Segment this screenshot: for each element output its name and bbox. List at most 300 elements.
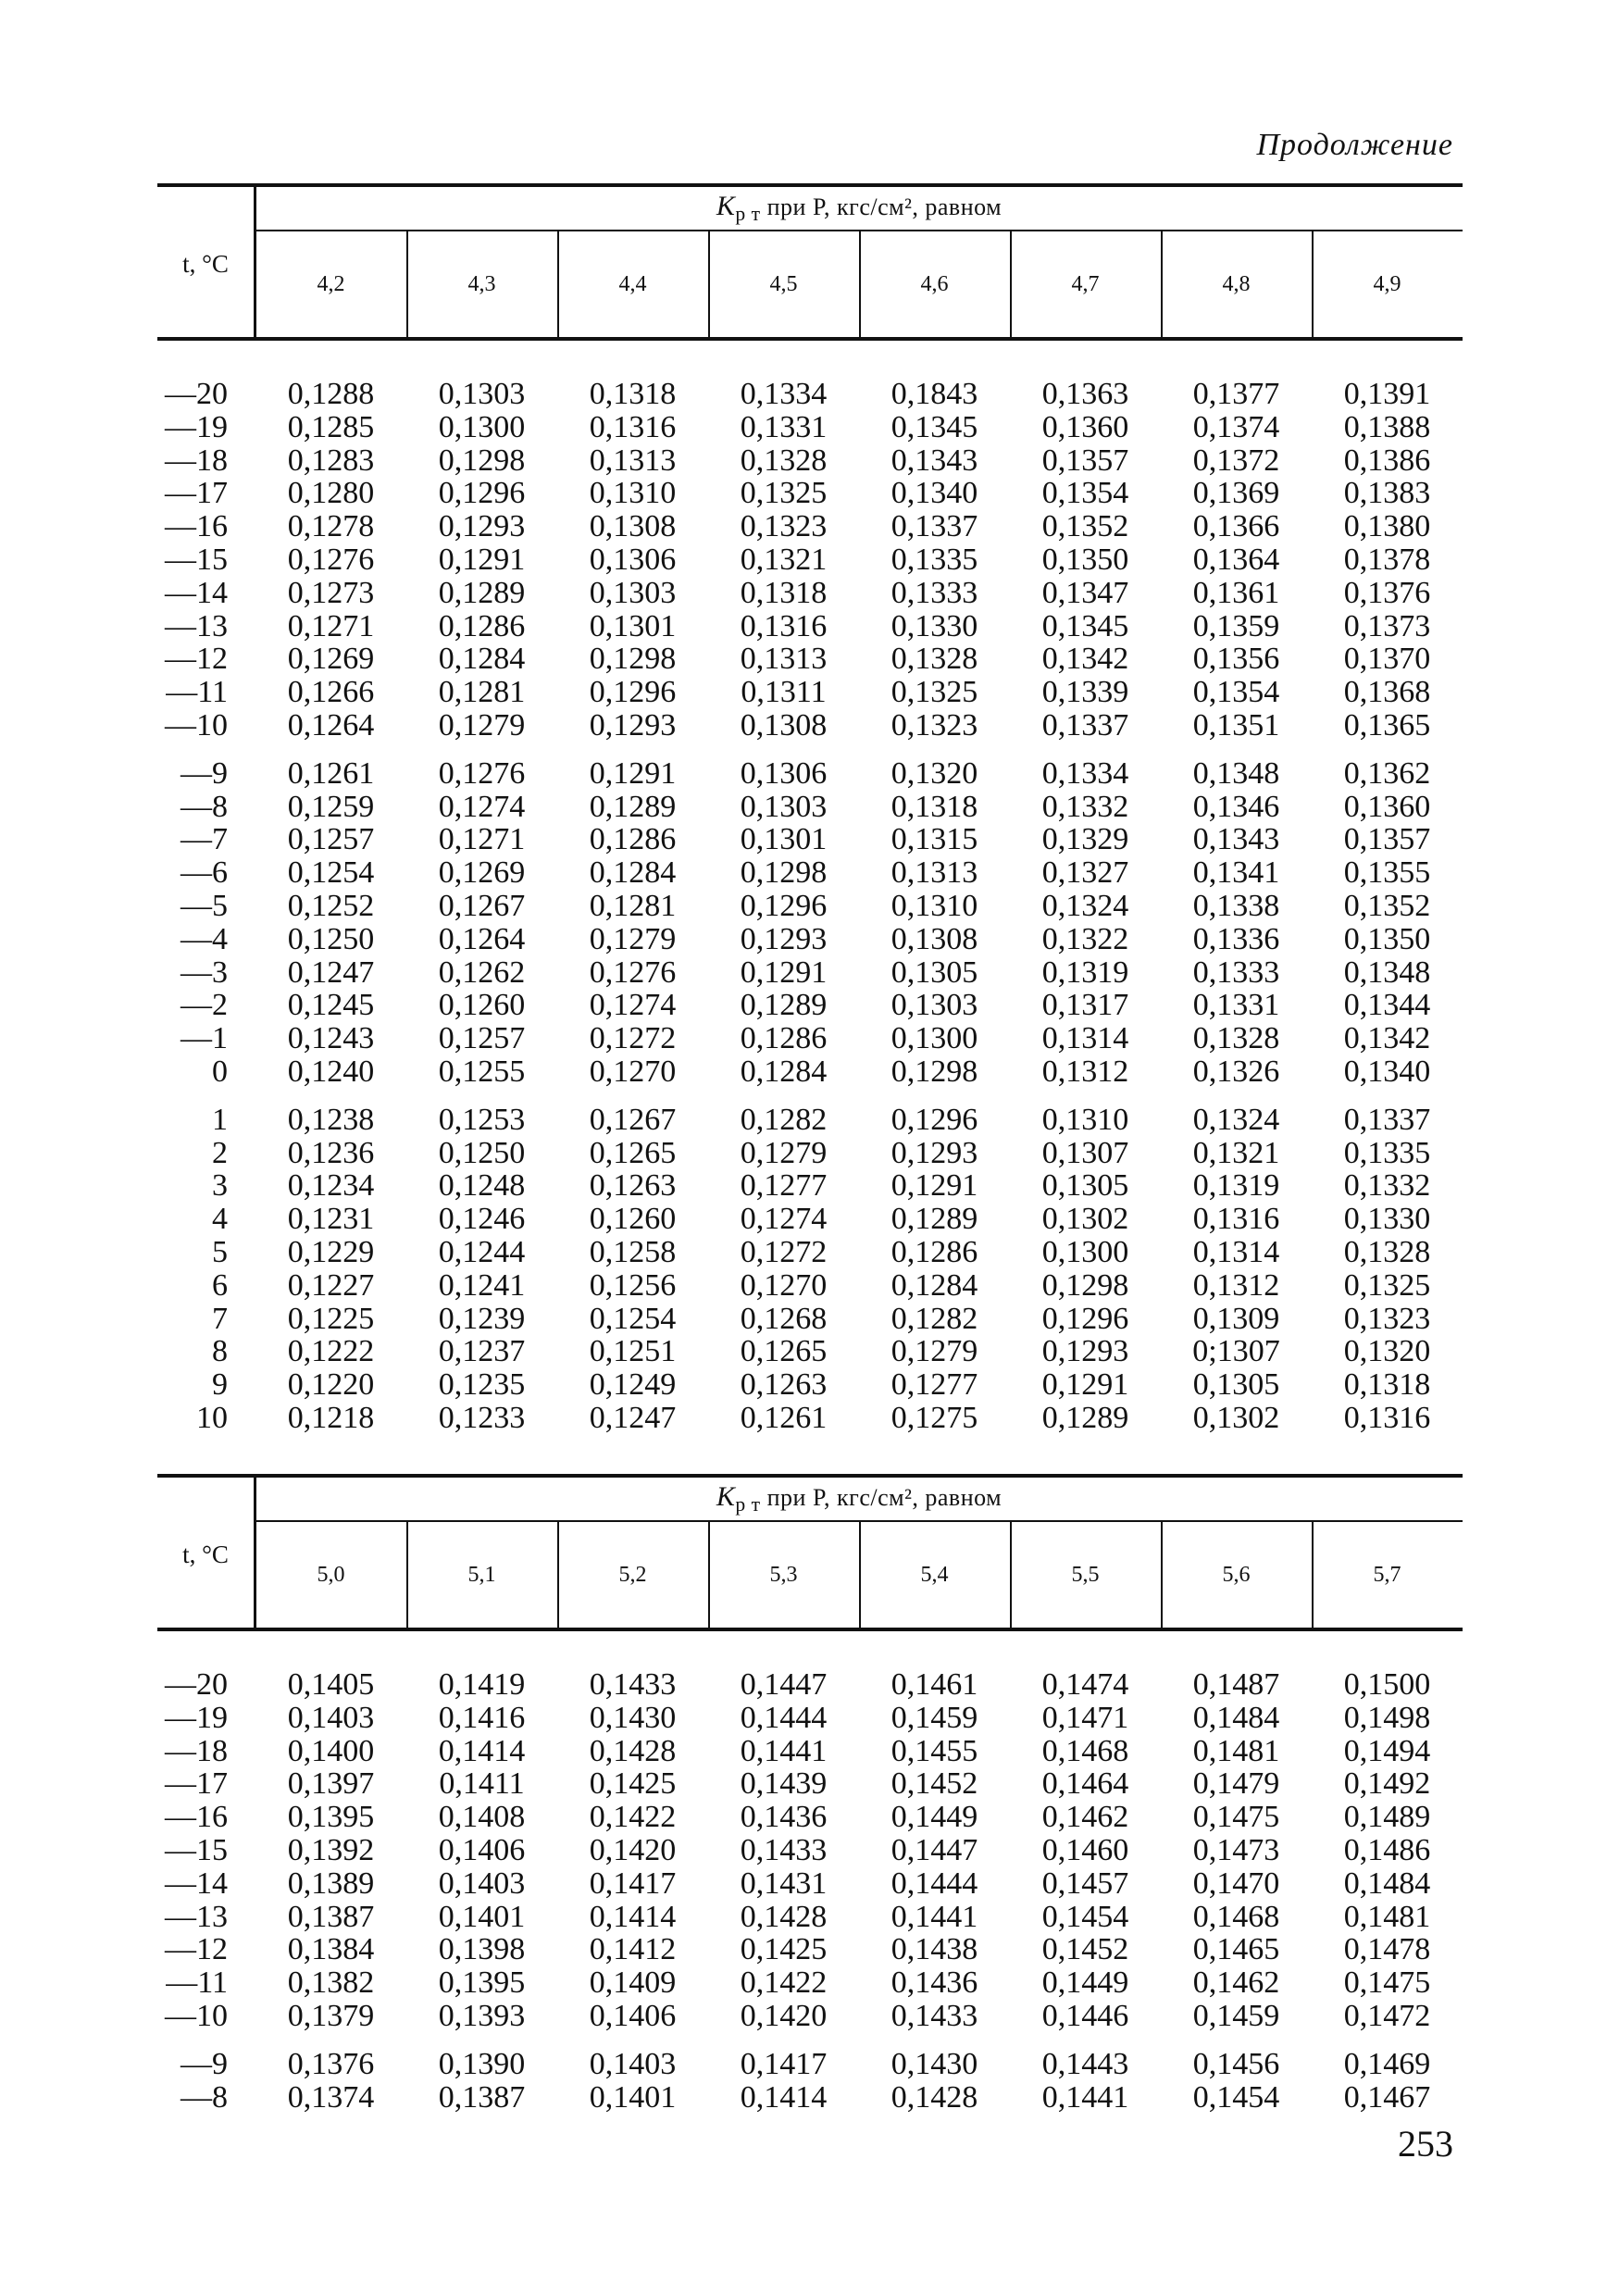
k-value-cell: 0,1325 xyxy=(890,675,978,710)
column-divider xyxy=(1161,1522,1163,1628)
k-value-cell: 0,1280 xyxy=(287,476,375,511)
k-value-cell: 0,1331 xyxy=(740,409,828,444)
k-value-cell: 0,1368 xyxy=(1343,675,1431,710)
k-value-cell: 0,1339 xyxy=(1041,675,1129,710)
table-row xyxy=(157,543,1463,577)
k-value-cell: 0,1237 xyxy=(438,1334,526,1369)
k-value-cell: 0,1383 xyxy=(1343,476,1431,511)
k-value-cell: 0,1470 xyxy=(1192,1866,1280,1901)
k-value-cell: 0,1305 xyxy=(1192,1367,1280,1403)
temperature-cell: 4 xyxy=(212,1202,228,1237)
column-divider xyxy=(1312,1522,1314,1628)
table-row xyxy=(157,1735,1463,1768)
column-divider xyxy=(1010,1522,1012,1628)
k-value-cell: 0,1330 xyxy=(890,608,978,643)
k-value-cell: 0,1283 xyxy=(287,443,375,478)
k-value-cell: 0,1312 xyxy=(1192,1267,1280,1303)
table-row xyxy=(157,890,1463,923)
k-value-cell: 0,1281 xyxy=(438,675,526,710)
k-value-cell: 0,1391 xyxy=(1343,377,1431,411)
k-value-cell: 0,1298 xyxy=(890,1054,978,1089)
k-value-cell: 0,1282 xyxy=(740,1102,828,1137)
table-row xyxy=(157,757,1463,791)
k-value-cell: 0,1318 xyxy=(1343,1367,1431,1403)
temperature-cell: —8 xyxy=(181,2079,228,2115)
k-value-cell: 0,1308 xyxy=(890,921,978,956)
k-value-cell: 0,1319 xyxy=(1192,1168,1280,1204)
k-value-cell: 0,1337 xyxy=(1041,708,1129,742)
k-value-cell: 0,1318 xyxy=(589,377,677,411)
k-value-cell: 0,1492 xyxy=(1343,1766,1431,1802)
k-value-cell: 0,1438 xyxy=(890,1932,978,1967)
t-column-header: t, °C xyxy=(182,250,229,278)
k-value-cell: 0,1288 xyxy=(287,377,375,411)
k-value-cell: 0,1338 xyxy=(1192,889,1280,923)
k-value-cell: 0,1340 xyxy=(890,476,978,511)
k-value-cell: 0,1314 xyxy=(1192,1235,1280,1269)
k-value-cell: 0,1325 xyxy=(740,476,828,511)
k-value-cell: 0,1249 xyxy=(589,1367,677,1403)
k-value-cell: 0,1316 xyxy=(1343,1401,1431,1435)
k-value-cell: 0,1307 xyxy=(1041,1135,1129,1170)
k-value-cell: 0,1277 xyxy=(740,1168,828,1204)
k-value-cell: 0,1401 xyxy=(438,1899,526,1934)
k-value-cell: 0,1374 xyxy=(287,2079,375,2115)
k-value-cell: 0,1346 xyxy=(1192,789,1280,824)
temperature-cell: —13 xyxy=(165,608,228,643)
k-value-cell: 0,1284 xyxy=(589,855,677,891)
k-value-cell: 0,1273 xyxy=(287,575,375,610)
table-top-rule xyxy=(157,1474,1463,1478)
k-value-cell: 0,1281 xyxy=(589,889,677,923)
table-row xyxy=(157,1402,1463,1435)
k-value-cell: 0,1271 xyxy=(287,608,375,643)
k-value-cell: 0,1401 xyxy=(589,2079,677,2115)
temperature-cell: 3 xyxy=(212,1168,228,1204)
k-value-cell: 0,1436 xyxy=(890,1965,978,2001)
k-value-cell: 0,1286 xyxy=(438,608,526,643)
k-value-cell: 0,1306 xyxy=(740,755,828,791)
k-symbol: K xyxy=(716,1481,736,1512)
table-row xyxy=(157,856,1463,890)
k-value-cell: 0,1447 xyxy=(890,1833,978,1867)
k-value-cell: 0,1296 xyxy=(1041,1301,1129,1336)
k-value-cell: 0,1377 xyxy=(1192,377,1280,411)
temperature-cell: —14 xyxy=(165,575,228,610)
k-value-cell: 0,1316 xyxy=(589,409,677,444)
temperature-cell: —16 xyxy=(165,509,228,544)
k-value-cell: 0,1436 xyxy=(740,1800,828,1835)
column-divider xyxy=(708,231,710,337)
k-value-cell: 0,1279 xyxy=(589,921,677,956)
k-value-cell: 0,1327 xyxy=(1041,855,1129,891)
k-value-cell: 0,1355 xyxy=(1343,855,1431,891)
temperature-cell: —20 xyxy=(165,1667,228,1702)
k-value-cell: 0,1500 xyxy=(1343,1667,1431,1702)
k-value-cell: 0,1389 xyxy=(287,1866,375,1901)
k-value-cell: 0,1484 xyxy=(1343,1866,1431,1901)
k-value-cell: 0,1240 xyxy=(287,1054,375,1089)
k-value-cell: 0,1342 xyxy=(1343,1021,1431,1056)
temperature-cell: —12 xyxy=(165,642,228,677)
temperature-cell: —18 xyxy=(165,1733,228,1768)
k-value-cell: 0,1444 xyxy=(890,1866,978,1901)
pressure-header: 4,8 xyxy=(1222,272,1251,296)
table-row xyxy=(157,676,1463,709)
temperature-cell: —16 xyxy=(165,1800,228,1835)
pressure-header: 4,6 xyxy=(920,272,949,296)
k-value-cell: 0,1255 xyxy=(438,1054,526,1089)
k-value-cell: 0,1321 xyxy=(740,543,828,577)
column-divider xyxy=(708,1522,710,1628)
k-value-cell: 0,1342 xyxy=(1041,642,1129,677)
k-value-cell: 0,1428 xyxy=(740,1899,828,1934)
k-value-cell: 0;1307 xyxy=(1192,1334,1280,1369)
k-value-cell: 0,1218 xyxy=(287,1401,375,1435)
k-value-cell: 0,1300 xyxy=(1041,1235,1129,1269)
k-value-cell: 0,1251 xyxy=(589,1334,677,1369)
k-value-cell: 0,1419 xyxy=(438,1667,526,1702)
k-value-cell: 0,1425 xyxy=(740,1932,828,1967)
k-value-cell: 0,1332 xyxy=(1041,789,1129,824)
k-value-cell: 0,1296 xyxy=(438,476,526,511)
k-value-cell: 0,1259 xyxy=(287,789,375,824)
k-value-cell: 0,1380 xyxy=(1343,509,1431,544)
pressure-header: 5,4 xyxy=(920,1563,949,1587)
k-value-cell: 0,1395 xyxy=(438,1965,526,2001)
k-value-cell: 0,1354 xyxy=(1192,675,1280,710)
table-row xyxy=(157,577,1463,610)
k-value-cell: 0,1308 xyxy=(589,509,677,544)
continued-label: Продолжение xyxy=(1256,128,1453,162)
k-value-cell: 0,1403 xyxy=(438,1866,526,1901)
k-value-cell: 0,1350 xyxy=(1041,543,1129,577)
pressure-header: 5,7 xyxy=(1373,1563,1401,1587)
k-value-cell: 0,1498 xyxy=(1343,1700,1431,1735)
temperature-cell: —11 xyxy=(166,1965,228,2001)
k-header xyxy=(255,191,1463,226)
k-value-cell: 0,1373 xyxy=(1343,608,1431,643)
temperature-cell: —8 xyxy=(181,789,228,824)
k-value-cell: 0,1285 xyxy=(287,409,375,444)
temperature-cell: —19 xyxy=(165,409,228,444)
k-value-cell: 0,1289 xyxy=(589,789,677,824)
table-row xyxy=(157,1801,1463,1834)
k-value-cell: 0,1269 xyxy=(287,642,375,677)
k-value-cell: 0,1270 xyxy=(740,1267,828,1303)
k-value-cell: 0,1324 xyxy=(1192,1102,1280,1137)
column-divider xyxy=(1010,231,1012,337)
k-value-cell: 0,1278 xyxy=(287,509,375,544)
pressure-header: 5,5 xyxy=(1071,1563,1100,1587)
k-value-cell: 0,1405 xyxy=(287,1667,375,1702)
k-value-cell: 0,1274 xyxy=(589,988,677,1023)
k-value-cell: 0,1333 xyxy=(1192,955,1280,990)
k-value-cell: 0,1462 xyxy=(1041,1800,1129,1835)
page-number: 253 xyxy=(1398,2123,1453,2165)
k-value-cell: 0,1296 xyxy=(589,675,677,710)
k-value-cell: 0,1481 xyxy=(1192,1733,1280,1768)
k-value-cell: 0,1484 xyxy=(1192,1700,1280,1735)
k-value-cell: 0,1487 xyxy=(1192,1667,1280,1702)
k-value-cell: 0,1343 xyxy=(1192,822,1280,857)
k-value-cell: 0,1334 xyxy=(1041,755,1129,791)
k-value-cell: 0,1298 xyxy=(438,443,526,478)
k-value-cell: 0,1244 xyxy=(438,1235,526,1269)
pressure-header: 4,5 xyxy=(769,272,798,296)
k-value-cell: 0,1291 xyxy=(438,543,526,577)
temperature-cell: —5 xyxy=(181,889,228,923)
k-value-cell: 0,1293 xyxy=(438,509,526,544)
k-value-cell: 0,1254 xyxy=(287,855,375,891)
pressure-header: 4,2 xyxy=(317,272,345,296)
temperature-cell: —17 xyxy=(165,476,228,511)
k-value-cell: 0,1378 xyxy=(1343,543,1431,577)
k-value-cell: 0,1263 xyxy=(589,1168,677,1204)
k-value-cell: 0,1316 xyxy=(1192,1202,1280,1237)
table-row xyxy=(157,1169,1463,1203)
table-row xyxy=(157,1203,1463,1236)
k-value-cell: 0,1392 xyxy=(287,1833,375,1867)
k-value-cell: 0,1398 xyxy=(438,1932,526,1967)
k-value-cell: 0,1364 xyxy=(1192,543,1280,577)
k-value-cell: 0,1265 xyxy=(589,1135,677,1170)
k-value-cell: 0,1430 xyxy=(589,1700,677,1735)
k-value-cell: 0,1387 xyxy=(287,1899,375,1934)
k-value-cell: 0,1441 xyxy=(890,1899,978,1934)
k-value-cell: 0,1279 xyxy=(890,1334,978,1369)
k-value-cell: 0,1310 xyxy=(1041,1102,1129,1137)
k-value-cell: 0,1245 xyxy=(287,988,375,1023)
table-row xyxy=(157,2000,1463,2033)
k-value-cell: 0,1266 xyxy=(287,675,375,710)
k-value-cell: 0,1233 xyxy=(438,1401,526,1435)
k-value-cell: 0,1284 xyxy=(890,1267,978,1303)
table-row xyxy=(157,709,1463,742)
pressure-header: 4,9 xyxy=(1373,272,1401,296)
k-value-cell: 0,1363 xyxy=(1041,377,1129,411)
k-value-cell: 0,1323 xyxy=(740,509,828,544)
k-value-cell: 0,1330 xyxy=(1343,1202,1431,1237)
k-value-cell: 0,1293 xyxy=(740,921,828,956)
k-value-cell: 0,1267 xyxy=(589,1102,677,1137)
k-value-cell: 0,1238 xyxy=(287,1102,375,1137)
table-row xyxy=(157,1901,1463,1934)
k-value-cell: 0,1843 xyxy=(890,377,978,411)
k-value-cell: 0,1328 xyxy=(1192,1021,1280,1056)
k-value-cell: 0,1318 xyxy=(740,575,828,610)
k-value-cell: 0,1222 xyxy=(287,1334,375,1369)
k-value-cell: 0,1447 xyxy=(740,1667,828,1702)
k-value-cell: 0,1468 xyxy=(1041,1733,1129,1768)
k-value-cell: 0,1274 xyxy=(740,1202,828,1237)
k-value-cell: 0,1239 xyxy=(438,1301,526,1336)
k-value-cell: 0,1350 xyxy=(1343,921,1431,956)
k-value-cell: 0,1296 xyxy=(890,1102,978,1137)
temperature-cell: —14 xyxy=(165,1866,228,1901)
temperature-cell: 6 xyxy=(212,1267,228,1303)
k-value-cell: 0,1276 xyxy=(589,955,677,990)
column-divider xyxy=(557,231,559,337)
k-value-cell: 0,1422 xyxy=(740,1965,828,2001)
k-value-cell: 0,1328 xyxy=(1343,1235,1431,1269)
k-value-cell: 0,1272 xyxy=(740,1235,828,1269)
k-value-cell: 0,1417 xyxy=(589,1866,677,1901)
k-value-cell: 0,1289 xyxy=(890,1202,978,1237)
t-column-header: t, °C xyxy=(182,1541,229,1568)
table-row xyxy=(157,1137,1463,1170)
k-value-cell: 0,1247 xyxy=(589,1401,677,1435)
k-value-cell: 0,1320 xyxy=(890,755,978,791)
k-subscript: р т xyxy=(735,203,761,226)
k-value-cell: 0,1433 xyxy=(589,1667,677,1702)
k-value-cell: 0,1400 xyxy=(287,1733,375,1768)
k-value-cell: 0,1469 xyxy=(1343,2046,1431,2081)
temperature-cell: 1 xyxy=(212,1102,228,1137)
table-row xyxy=(157,1867,1463,1901)
k-value-cell: 0,1250 xyxy=(287,921,375,956)
k-value-cell: 0,1365 xyxy=(1343,708,1431,742)
k-value-cell: 0,1412 xyxy=(589,1932,677,1967)
header-bottom-rule xyxy=(157,337,1463,341)
table-row xyxy=(157,1303,1463,1336)
k-value-cell: 0,1384 xyxy=(287,1932,375,1967)
k-value-cell: 0,1464 xyxy=(1041,1766,1129,1802)
k-value-cell: 0,1279 xyxy=(438,708,526,742)
k-value-cell: 0,1286 xyxy=(740,1021,828,1056)
table-row xyxy=(157,1022,1463,1055)
header-bottom-rule xyxy=(157,1628,1463,1631)
k-value-cell: 0,1360 xyxy=(1343,789,1431,824)
temperature-cell: —1 xyxy=(181,1021,228,1056)
k-value-cell: 0,1234 xyxy=(287,1168,375,1204)
k-value-cell: 0,1323 xyxy=(1343,1301,1431,1336)
temperature-cell: 2 xyxy=(212,1135,228,1170)
k-value-cell: 0,1319 xyxy=(1041,955,1129,990)
k-value-cell: 0,1303 xyxy=(740,789,828,824)
column-divider xyxy=(557,1522,559,1628)
k-value-cell: 0,1352 xyxy=(1343,889,1431,923)
table-row xyxy=(157,643,1463,676)
k-value-cell: 0,1301 xyxy=(740,822,828,857)
k-value-cell: 0,1430 xyxy=(890,2046,978,2081)
k-value-cell: 0,1248 xyxy=(438,1168,526,1204)
k-value-cell: 0,1260 xyxy=(589,1202,677,1237)
table-row xyxy=(157,610,1463,643)
k-value-cell: 0,1272 xyxy=(589,1021,677,1056)
temperature-cell: —9 xyxy=(181,755,228,791)
k-header-text: при P, кгс/см², равном xyxy=(760,1484,1003,1511)
k-value-cell: 0,1261 xyxy=(287,755,375,791)
k-value-cell: 0,1345 xyxy=(1041,608,1129,643)
k-value-cell: 0,1382 xyxy=(287,1965,375,2001)
k-value-cell: 0,1246 xyxy=(438,1202,526,1237)
temperature-cell: —18 xyxy=(165,443,228,478)
k-value-cell: 0,1301 xyxy=(589,608,677,643)
k-value-cell: 0,1318 xyxy=(890,789,978,824)
k-value-cell: 0,1328 xyxy=(740,443,828,478)
k-value-cell: 0,1291 xyxy=(1041,1367,1129,1403)
column-divider xyxy=(406,1522,408,1628)
k-value-cell: 0,1317 xyxy=(1041,988,1129,1023)
k-value-cell: 0,1236 xyxy=(287,1135,375,1170)
k-value-cell: 0,1279 xyxy=(740,1135,828,1170)
k-value-cell: 0,1474 xyxy=(1041,1667,1129,1702)
k-value-cell: 0,1310 xyxy=(589,476,677,511)
k-value-cell: 0,1274 xyxy=(438,789,526,824)
k-value-cell: 0,1289 xyxy=(438,575,526,610)
temperature-cell: 7 xyxy=(212,1301,228,1336)
k-value-cell: 0,1489 xyxy=(1343,1800,1431,1835)
k-value-cell: 0,1473 xyxy=(1192,1833,1280,1867)
k-value-cell: 0,1333 xyxy=(890,575,978,610)
k-value-cell: 0,1306 xyxy=(589,543,677,577)
k-value-cell: 0,1300 xyxy=(438,409,526,444)
k-value-cell: 0,1449 xyxy=(1041,1965,1129,2001)
table-row xyxy=(157,1104,1463,1137)
k-value-cell: 0,1406 xyxy=(589,1999,677,2033)
k-value-cell: 0,1433 xyxy=(890,1999,978,2033)
column-divider xyxy=(406,231,408,337)
k-value-cell: 0,1300 xyxy=(890,1021,978,1056)
table-row xyxy=(157,1933,1463,1966)
k-value-cell: 0,1308 xyxy=(740,708,828,742)
k-value-cell: 0,1310 xyxy=(890,889,978,923)
k-value-cell: 0,1390 xyxy=(438,2046,526,2081)
column-divider xyxy=(1161,231,1163,337)
k-value-cell: 0,1454 xyxy=(1192,2079,1280,2115)
pressure-header: 5,1 xyxy=(467,1563,496,1587)
k-value-cell: 0,1431 xyxy=(740,1866,828,1901)
table-row xyxy=(157,1767,1463,1801)
k-value-cell: 0,1359 xyxy=(1192,608,1280,643)
k-value-cell: 0,1291 xyxy=(589,755,677,791)
k-value-cell: 0,1293 xyxy=(589,708,677,742)
k-value-cell: 0,1282 xyxy=(890,1301,978,1336)
k-value-cell: 0,1335 xyxy=(890,543,978,577)
k-value-cell: 0,1313 xyxy=(589,443,677,478)
k-value-cell: 0,1303 xyxy=(589,575,677,610)
k-value-cell: 0,1331 xyxy=(1192,988,1280,1023)
k-value-cell: 0,1459 xyxy=(890,1700,978,1735)
temperature-cell: —20 xyxy=(165,377,228,411)
k-value-cell: 0,1229 xyxy=(287,1235,375,1269)
k-value-cell: 0,1486 xyxy=(1343,1833,1431,1867)
pressure-header: 5,2 xyxy=(618,1563,647,1587)
temperature-cell: —10 xyxy=(165,1999,228,2033)
table-row xyxy=(157,1335,1463,1368)
k-value-cell: 0,1441 xyxy=(1041,2079,1129,2115)
k-value-cell: 0,1348 xyxy=(1343,955,1431,990)
k-value-cell: 0,1467 xyxy=(1343,2079,1431,2115)
k-value-cell: 0,1420 xyxy=(589,1833,677,1867)
k-value-cell: 0,1258 xyxy=(589,1235,677,1269)
k-value-cell: 0,1387 xyxy=(438,2079,526,2115)
k-value-cell: 0,1250 xyxy=(438,1135,526,1170)
k-value-cell: 0,1441 xyxy=(740,1733,828,1768)
table-row xyxy=(157,1368,1463,1402)
column-divider xyxy=(1312,231,1314,337)
k-value-cell: 0,1269 xyxy=(438,855,526,891)
k-value-cell: 0,1227 xyxy=(287,1267,375,1303)
k-value-cell: 0,1362 xyxy=(1343,755,1431,791)
k-value-cell: 0,1335 xyxy=(1343,1135,1431,1170)
k-value-cell: 0,1406 xyxy=(438,1833,526,1867)
table-row xyxy=(157,1236,1463,1269)
k-value-cell: 0,1313 xyxy=(890,855,978,891)
pressure-header: 4,3 xyxy=(467,272,496,296)
k-value-cell: 0,1428 xyxy=(589,1733,677,1768)
